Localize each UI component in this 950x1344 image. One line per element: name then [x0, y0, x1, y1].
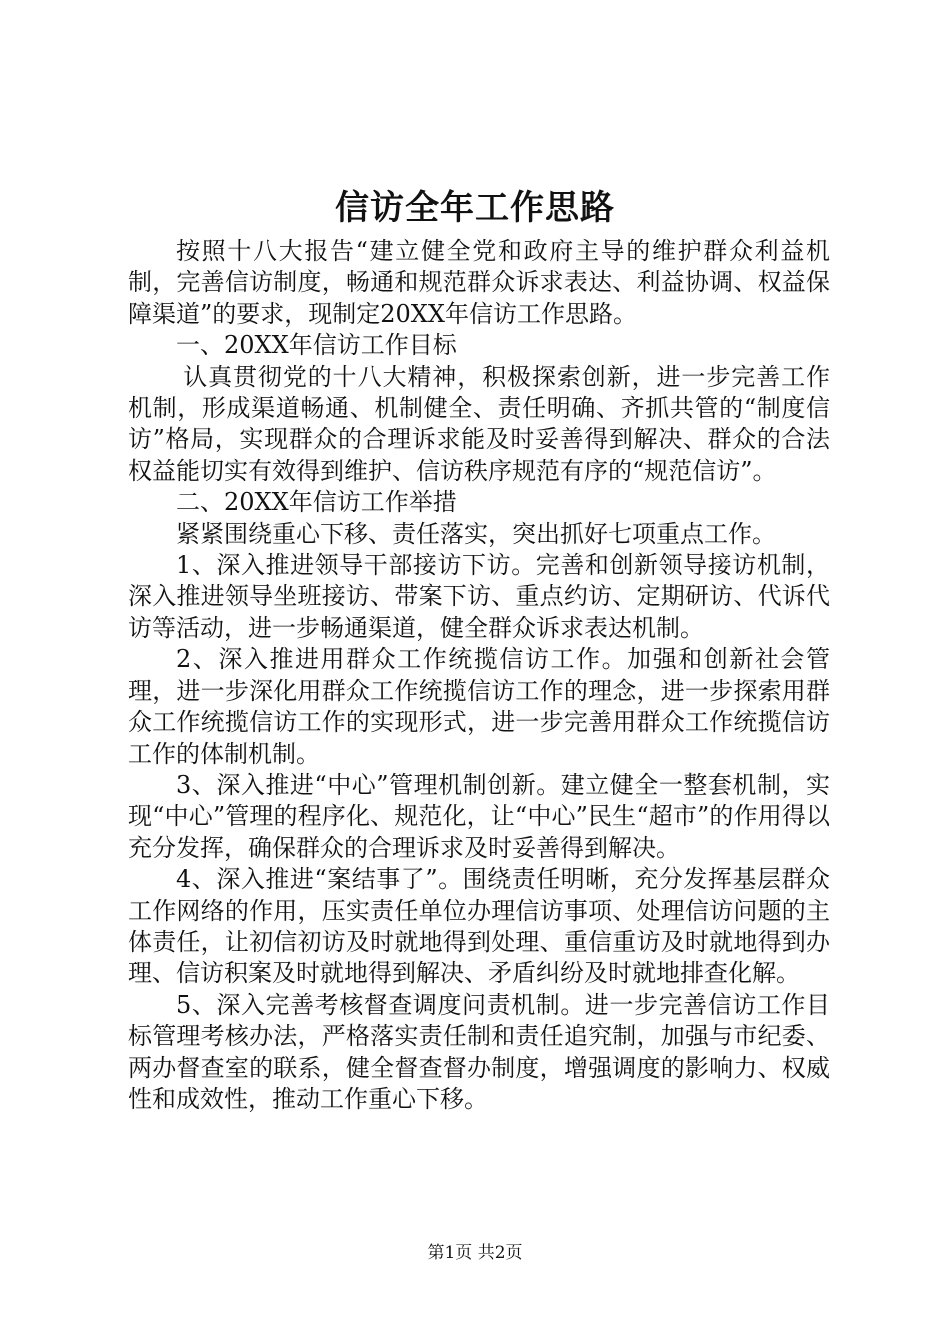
goals-paragraph: 认真贯彻党的十八大精神，积极探索创新，进一步完善工作机制，形成渠道畅通、机制健全、责任明确、齐抓共管的“制度信访”格局，实现群众的合理诉求能及时妥善得到解决、群众的合法权益能切实有效得到维护、信访秩序规范有序的“规范信访”。: [128, 362, 830, 485]
measure-item-5: 5、深入完善考核督查调度问责机制。进一步完善信访工作目标管理考核办法，严格落实责任制和责任追究制，加强与市纪委、两办督查室的联系，健全督查督办制度，增强调度的影响力、权威性和成效性，推动工作重心下移。: [128, 990, 830, 1113]
section-heading-measures: 二、20XX年信访工作举措: [176, 488, 457, 517]
section-heading-goals: 一、20XX年信访工作目标: [176, 331, 457, 360]
page-footer: 第1页 共2页: [427, 1243, 523, 1263]
document-body: [128, 236, 830, 1115]
intro-paragraph: 按照十八大报告“建立健全党和政府主导的维护群众利益机制，完善信访制度，畅通和规范群众诉求表达、利益协调、权益保障渠道”的要求，现制定20XX年信访工作思路。: [128, 237, 830, 328]
measure-item-1: 1、深入推进领导干部接访下访。完善和创新领导接访机制，深入推进领导坐班接访、带案下访、重点约访、定期研访、代诉代访等活动，进一步畅通渠道，健全群众诉求表达机制。: [128, 551, 830, 642]
measure-item-2: 2、深入推进用群众工作统揽信访工作。加强和创新社会管理，进一步深化用群众工作统揽信访工作的理念，进一步探索用群众工作统揽信访工作的实现形式，进一步完善用群众工作统揽信访工作的体制机制。: [128, 645, 830, 768]
measure-item-4: 4、深入推进“案结事了”。围绕责任明晰，充分发挥基层群众工作网络的作用，压实责任单位办理信访事项、处理信访问题的主体责任，让初信初访及时就地得到处理、重信重访及时就地得到办理、信访积案及时就地得到解决、矛盾纠纷及时就地排查化解。: [128, 865, 830, 988]
measures-intro-paragraph: 紧紧围绕重心下移、责任落实，突出抓好七项重点工作。: [176, 519, 776, 548]
document-title: 信访全年工作思路: [335, 188, 615, 228]
measure-item-3: 3、深入推进“中心”管理机制创新。建立健全一整套机制，实现“中心”管理的程序化、规范化，让“中心”民生“超市”的作用得以充分发挥，确保群众的合理诉求及时妥善得到解决。: [128, 770, 830, 862]
